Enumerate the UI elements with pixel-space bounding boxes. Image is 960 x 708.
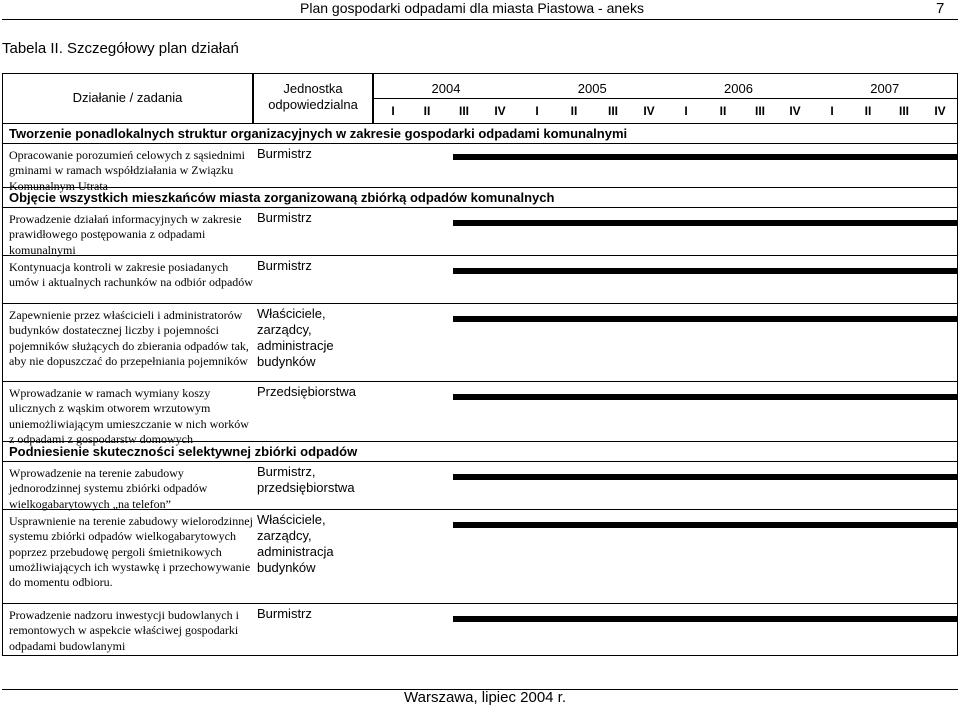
- document-header-title: Plan gospodarki odpadami dla miasta Piastowa - aneks: [300, 0, 644, 16]
- quarter-header: I: [684, 104, 688, 118]
- table-row: [2, 304, 958, 382]
- responsible-unit: Przedsiębiorstwa: [257, 384, 356, 399]
- section-heading: Podniesienie skuteczności selektywnej zbiórki odpadów: [2, 442, 958, 462]
- table-row: [2, 144, 958, 193]
- year-header: 2007: [870, 81, 900, 96]
- action-description: Prowadzenie działań informacyjnych w zakresie prawidłowego postępowania z odpadami komunalnymi: [9, 212, 242, 257]
- quarter-header: II: [570, 104, 578, 118]
- quarter-header: IV: [643, 104, 655, 118]
- table-row: [2, 604, 958, 656]
- quarter-header: II: [719, 104, 727, 118]
- action-description: Wprowadzanie w ramach wymiany koszy ulicznych z wąskim otworem wrzutowym uniemożliwiającym umieszczanie w nich worków z odpadami z gospodarstw domowych: [9, 386, 249, 446]
- table-row: [2, 208, 958, 256]
- quarter-header: I: [535, 104, 539, 118]
- responsible-unit: Burmistrz: [257, 210, 312, 225]
- table-row: [2, 382, 958, 446]
- action-description: Prowadzenie nadzoru inwestycji budowlanych i remontowych w aspekcie właściwej gospodarki odpadami budowlanymi: [9, 608, 239, 653]
- timeline-bar: [453, 394, 957, 400]
- quarter-header: III: [458, 104, 469, 118]
- action-description: Wprowadzenie na terenie zabudowy jednorodzinnej systemu zbiórki odpadów wielkogabarytowych „na telefon”: [9, 466, 208, 511]
- quarter-header: III: [754, 104, 765, 118]
- document-footer: Warszawa, lipiec 2004 r.: [404, 689, 567, 706]
- responsible-unit: Właściciele, zarządcy, administracje budynków: [257, 306, 334, 369]
- responsible-unit: Burmistrz: [257, 146, 312, 161]
- timeline-bar: [453, 522, 957, 528]
- section-heading: Tworzenie ponadlokalnych struktur organizacyjnych w zakresie gospodarki odpadami komunalnymi: [2, 124, 958, 144]
- timeline-bar: [453, 316, 957, 322]
- quarter-header: III: [607, 104, 618, 118]
- quarter-header: II: [864, 104, 872, 118]
- action-description: Zapewnienie przez właścicieli i administratorów budynków dostatecznej liczby i pojemności pojemników służących do zbierania odpadów tak, aby nie dopuszczać do przepełniania pojemników: [9, 308, 249, 368]
- quarter-header: IV: [934, 104, 946, 118]
- responsible-unit: Burmistrz: [257, 606, 312, 621]
- column-header-responsible: Jednostka odpowiedzialna: [268, 81, 358, 112]
- timeline-bar: [453, 154, 957, 160]
- column-header-action: Działanie / zadania: [72, 90, 183, 105]
- quarter-header: IV: [789, 104, 801, 118]
- header-divider: [2, 19, 958, 20]
- year-header: 2004: [431, 81, 461, 96]
- quarter-header: I: [391, 104, 395, 118]
- quarter-header: I: [830, 104, 834, 118]
- table-row: [2, 462, 958, 510]
- quarter-header: II: [423, 104, 431, 118]
- action-description: Kontynuacja kontroli w zakresie posiadanych umów i aktualnych rachunków na odbiór odpadów: [9, 260, 253, 290]
- timeline-bar: [453, 220, 957, 226]
- responsible-unit: Właściciele, zarządcy, administracja budynków: [257, 512, 334, 575]
- timeline-bar: [453, 474, 957, 480]
- year-header: 2006: [724, 81, 753, 96]
- responsible-unit: Burmistrz, przedsiębiorstwa: [257, 464, 355, 495]
- page-number: 7: [936, 0, 945, 17]
- table-row: [2, 256, 958, 304]
- quarter-header: III: [898, 104, 909, 118]
- action-description: Usprawnienie na terenie zabudowy wielorodzinnej systemu zbiórki odpadów wielkogabarytowych poprzez przebudowę pergoli śmietnikowych umożliwiających ich wystawkę i przechowywanie do momentu odbioru.: [9, 514, 253, 590]
- responsible-unit: Burmistrz: [257, 258, 312, 273]
- section-heading: Objęcie wszystkich mieszkańców miasta zorganizowaną zbiórką odpadów komunalnych: [2, 188, 958, 208]
- table-row: [2, 510, 958, 604]
- years-divider: [373, 98, 958, 99]
- action-description: Opracowanie porozumień celowych z sąsiednimi gminami w ramach współdziałania w Związku Komunalnym Utrata: [9, 148, 245, 193]
- timeline-bar: [453, 616, 957, 622]
- quarter-header: IV: [494, 104, 506, 118]
- year-header: 2005: [577, 81, 607, 96]
- table-title: Tabela II. Szczegółowy plan działań: [2, 40, 239, 57]
- timeline-bar: [453, 268, 957, 274]
